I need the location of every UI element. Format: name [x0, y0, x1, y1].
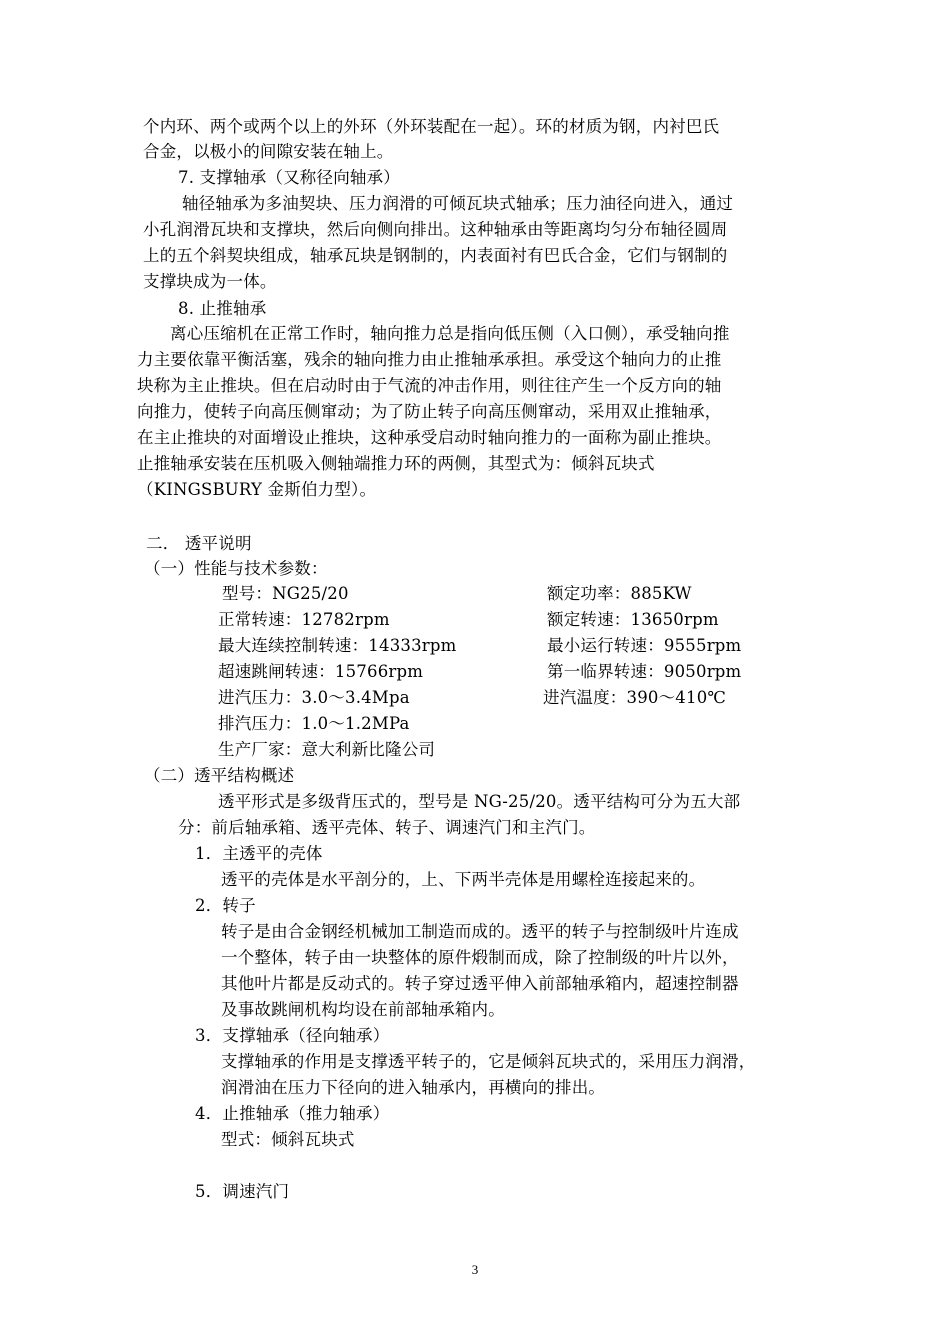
- item-text: 润滑油在压力下径向的进入轴承内，再横向的排出。: [221, 1078, 606, 1097]
- paragraph-line: 透平形式是多级背压式的，型号是 NG-25/20。透平结构可分为五大部: [218, 792, 741, 811]
- paragraph-line: 小孔润滑瓦块和支撑块，然后向侧向排出。这种轴承由等距离均匀分布轴径圆周: [143, 220, 728, 239]
- param-right: 进汽温度：390～410℃: [543, 688, 727, 707]
- paragraph-line: 上的五个斜契块组成，轴承瓦块是钢制的，内表面衬有巴氏合金，它们与钢制的: [143, 246, 728, 265]
- item-title: 3．支撑轴承（径向轴承）: [195, 1026, 390, 1045]
- param-right: 第一临界转速：9050rpm: [547, 662, 742, 681]
- param-left: 生产厂家：意大利新比隆公司: [218, 740, 436, 759]
- param-left: 正常转速：12782rpm: [218, 610, 390, 629]
- paragraph-line: 合金，以极小的间隙安装在轴上。: [143, 142, 394, 161]
- subheading-structure: （二）透平结构概述: [144, 766, 295, 785]
- param-right: 额定转速：13650rpm: [547, 610, 719, 629]
- paragraph-line: 止推轴承安装在压机吸入侧轴端推力环的两侧，其型式为：倾斜瓦块式: [137, 454, 655, 473]
- paragraph-line: 在主止推块的对面增设止推块，这种承受启动时轴向推力的一面称为副止推块。: [137, 428, 722, 447]
- page-number: 3: [471, 1262, 479, 1277]
- section-heading: 二． 透平说明: [146, 534, 252, 553]
- param-left: 排汽压力：1.0～1.2MPa: [218, 714, 410, 733]
- paragraph-line: 力主要依靠平衡活塞，残余的轴向推力由止推轴承承担。承受这个轴向力的止推: [137, 350, 722, 369]
- heading-7: 7. 支撑轴承（又称径向轴承）: [178, 168, 400, 187]
- param-left: 超速跳闸转速：15766rpm: [218, 662, 424, 681]
- param-left: 进汽压力：3.0～3.4Mpa: [218, 688, 410, 707]
- paragraph-line: 个内环、两个或两个以上的外环（外环装配在一起）。环的材质为钢，内衬巴氏: [143, 117, 720, 136]
- item-title: 2．转子: [195, 896, 256, 915]
- param-right: 额定功率：885KW: [547, 584, 692, 603]
- paragraph-line: 分：前后轴承箱、透平壳体、转子、调速汽门和主汽门。: [178, 818, 596, 837]
- item-title: 1．主透平的壳体: [195, 844, 323, 863]
- item-text: 一个整体，转子由一块整体的原件煅制而成，除了控制级的叶片以外，: [221, 948, 739, 967]
- heading-8: 8. 止推轴承: [178, 299, 267, 318]
- item-text: 其他叶片都是反动式的。转子穿过透平伸入前部轴承箱内，超速控制器: [221, 974, 739, 993]
- paragraph-line: 块称为主止推块。但在启动时由于气流的冲击作用，则往往产生一个反方向的轴: [137, 376, 722, 395]
- item-text: 透平的壳体是水平剖分的，上、下两半壳体是用螺栓连接起来的。: [221, 870, 706, 889]
- item-text: 支撑轴承的作用是支撑透平转子的，它是倾斜瓦块式的，采用压力润滑，: [221, 1052, 756, 1071]
- item-title: 5．调速汽门: [195, 1182, 290, 1201]
- item-title: 4．止推轴承（推力轴承）: [195, 1104, 390, 1123]
- param-right: 最小运行转速：9555rpm: [547, 636, 742, 655]
- item-text: 及事故跳闸机构均设在前部轴承箱内。: [221, 1000, 505, 1019]
- subheading-params: （一）性能与技术参数：: [144, 559, 328, 578]
- param-left: 最大连续控制转速：14333rpm: [218, 636, 457, 655]
- paragraph-line: 轴径轴承为多油契块、压力润滑的可倾瓦块式轴承；压力油径向进入，通过: [182, 194, 734, 213]
- paragraph-line: （KINGSBURY 金斯伯力型）。: [137, 480, 377, 499]
- paragraph-line: 支撑块成为一体。: [143, 272, 277, 291]
- item-text: 型式：倾斜瓦块式: [221, 1130, 355, 1149]
- paragraph-line: 向推力，使转子向高压侧窜动；为了防止转子向高压侧窜动，采用双止推轴承，: [137, 402, 722, 421]
- paragraph-line: 离心压缩机在正常工作时，轴向推力总是指向低压侧（入口侧），承受轴向推: [170, 324, 730, 343]
- param-left: 型号：NG25/20: [222, 584, 349, 603]
- item-text: 转子是由合金钢经机械加工制造而成的。透平的转子与控制级叶片连成: [221, 922, 739, 941]
